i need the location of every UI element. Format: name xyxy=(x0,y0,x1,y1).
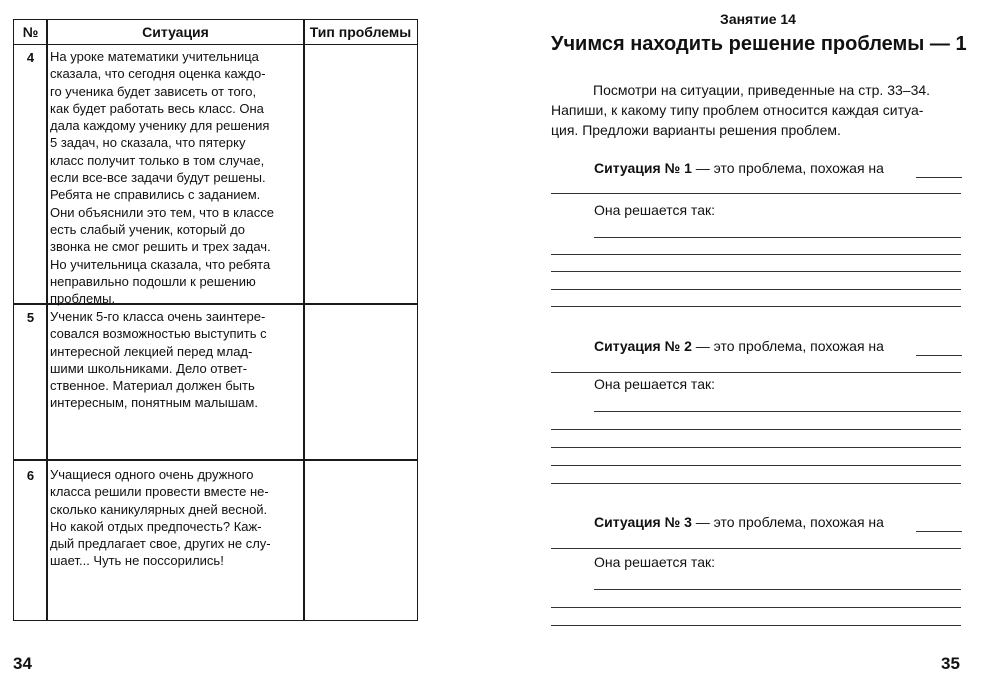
situation-text xyxy=(50,308,302,412)
writing-line[interactable] xyxy=(551,271,961,272)
header-number: № xyxy=(22,24,39,40)
text-line: неправильно подошли к решению xyxy=(50,273,256,289)
answer-label: Она решается так: xyxy=(594,554,715,570)
table-header xyxy=(14,20,417,45)
text-line: шает... Чуть не поссорились! xyxy=(50,553,224,569)
fill-in-line[interactable] xyxy=(916,531,962,532)
header-problem-type: Тип проблемы xyxy=(309,24,412,40)
situation-label: Ситуация № 1 xyxy=(594,160,692,176)
text-line: как будет работать весь класс. Она xyxy=(50,100,264,116)
situation-prompt-text: — это проблема, похожая на xyxy=(691,514,884,530)
situation-1-prompt xyxy=(594,160,884,176)
situation-prompt-text: — это проблема, похожая на xyxy=(691,338,884,354)
writing-line[interactable] xyxy=(551,625,961,626)
text-line: дала каждому ученику для решения xyxy=(50,118,270,134)
text-line: Но учительница сказала, что ребята xyxy=(50,256,271,272)
writing-line[interactable] xyxy=(594,589,961,590)
writing-line[interactable] xyxy=(551,289,961,290)
row-number: 5 xyxy=(26,310,35,325)
row-number: 4 xyxy=(26,50,35,65)
situation-text xyxy=(50,466,302,570)
answer-label: Она решается так: xyxy=(594,376,715,392)
writing-line[interactable] xyxy=(551,465,961,466)
fill-in-line[interactable] xyxy=(916,355,962,356)
writing-line[interactable] xyxy=(551,607,961,608)
writing-line[interactable] xyxy=(594,237,961,238)
text-line: Они объяснили это тем, что в классе xyxy=(50,204,274,220)
text-line: если все-все задачи будут решены. xyxy=(50,170,266,186)
intro-line: ция. Предложи варианты решения проблем. xyxy=(551,122,841,138)
situation-label: Ситуация № 3 xyxy=(594,514,692,530)
text-line: сколько каникулярных дней весной. xyxy=(50,501,268,517)
text-line: сказала, что сегодня оценка каждо- xyxy=(50,66,266,82)
fill-in-line[interactable] xyxy=(551,372,961,373)
situation-label: Ситуация № 2 xyxy=(594,338,692,354)
instructions xyxy=(551,80,963,140)
situation-2-prompt xyxy=(594,338,884,354)
text-line: Ребята не справились с заданием. xyxy=(50,187,261,203)
writing-line[interactable] xyxy=(551,254,961,255)
situations-table xyxy=(13,19,418,621)
intro-line: Посмотри на ситуации, приведенные на стр. 33–34. xyxy=(593,82,931,98)
text-line: класс получит только в том случае, xyxy=(50,152,265,168)
text-line: Учащиеся одного очень дружного xyxy=(50,467,254,482)
text-line: дый предлагает свое, других не слу- xyxy=(50,536,271,552)
header-situation: Ситуация xyxy=(142,24,209,40)
page-number-left: 34 xyxy=(13,654,32,673)
row-number: 6 xyxy=(26,468,35,483)
writing-line[interactable] xyxy=(594,411,961,412)
intro-line: Напиши, к какому типу проблем относится каждая ситуа- xyxy=(551,102,924,118)
text-line: класса решили провести вместе не- xyxy=(50,484,269,500)
fill-in-line[interactable] xyxy=(916,177,962,178)
answer-label: Она решается так: xyxy=(594,202,715,218)
text-line: го ученика будет зависеть от того, xyxy=(50,83,257,99)
page-title: Учимся находить решение проблемы — 1 xyxy=(551,33,967,55)
text-line: проблемы. xyxy=(50,291,116,307)
page-number-right: 35 xyxy=(941,654,960,673)
writing-line[interactable] xyxy=(551,306,961,307)
text-line: звонка не смог решить и трех задач. xyxy=(50,239,271,255)
text-line: ственное. Материал должен быть xyxy=(50,378,255,394)
row-divider xyxy=(14,459,417,461)
text-line: 5 задач, но сказала, что пятерку xyxy=(50,135,246,151)
situation-3-prompt xyxy=(594,514,884,530)
text-line: шими школьниками. Дело ответ- xyxy=(50,360,248,376)
text-line: На уроке математики учительница xyxy=(50,49,259,64)
writing-line[interactable] xyxy=(551,429,961,430)
writing-line[interactable] xyxy=(551,447,961,448)
text-line: интересным, понятным малышам. xyxy=(50,395,258,411)
writing-line[interactable] xyxy=(551,483,961,484)
text-line: Ученик 5-го класса очень заинтере- xyxy=(50,309,266,324)
column-divider xyxy=(303,20,305,620)
text-line: интересной лекцией перед млад- xyxy=(50,343,253,359)
text-line: совался возможностью выступить с xyxy=(50,326,267,342)
situation-text xyxy=(50,48,302,307)
text-line: есть слабый ученик, который до xyxy=(50,221,245,237)
lesson-label: Занятие 14 xyxy=(720,11,796,27)
situation-prompt-text: — это проблема, похожая на xyxy=(691,160,884,176)
fill-in-line[interactable] xyxy=(551,193,961,194)
fill-in-line[interactable] xyxy=(551,548,961,549)
text-line: Но какой отдых предпочесть? Каж- xyxy=(50,518,262,534)
